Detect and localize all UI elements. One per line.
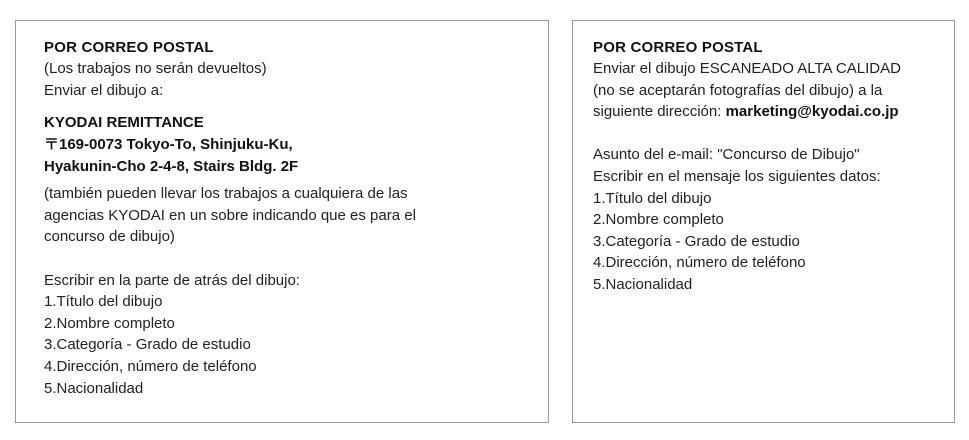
email-submission-card: [572, 20, 955, 423]
address-prefix: siguiente dirección:: [593, 103, 726, 121]
email-subject: Asunto del e-mail: "Concurso de Dibujo": [593, 146, 860, 164]
note-line: agencias KYODAI en un sobre indicando que es para el: [44, 206, 416, 224]
address-line: KYODAI REMITTANCE: [44, 114, 204, 132]
list-item: 2.Nombre completo: [593, 211, 724, 229]
list-item: 3.Categoría - Grado de estudio: [44, 336, 251, 354]
intro-line: Enviar el dibujo ESCANEADO ALTA CALIDAD: [593, 60, 901, 77]
email-address-line: [593, 101, 954, 123]
list-item: 3.Categoría - Grado de estudio: [593, 232, 800, 250]
note-line: (también pueden llevar los trabajos a cualquiera de las: [44, 185, 408, 203]
required-data-list: [593, 188, 954, 296]
list-item: 1.Título del dibujo: [44, 293, 163, 311]
list-item: 1.Título del dibujo: [593, 189, 712, 207]
list-item: 4.Dirección, número de teléfono: [593, 254, 806, 272]
send-to-label: Enviar el dibujo a:: [44, 81, 164, 99]
list-item: 4.Dirección, número de teléfono: [44, 357, 257, 375]
card-title: POR CORREO POSTAL: [593, 39, 763, 56]
card-title: POR CORREO POSTAL: [44, 39, 214, 56]
message-data-label: Escribir en el mensaje los siguientes datos:: [593, 167, 881, 185]
intro-line: (no se aceptarán fotografías del dibujo) a la: [593, 81, 883, 99]
list-item: 5.Nacionalidad: [44, 379, 144, 397]
postal-address: [44, 112, 548, 178]
back-of-drawing-label: Escribir en la parte de atrás del dibujo:: [44, 271, 300, 289]
list-item: 2.Nombre completo: [44, 314, 175, 332]
note-line: concurso de dibujo): [44, 228, 175, 246]
address-line: Hyakunin-Cho 2-4-8, Stairs Bldg. 2F: [44, 158, 299, 176]
postal-mail-card: [15, 20, 549, 423]
agency-note: [44, 183, 548, 248]
card-subtitle: (Los trabajos no serán devueltos): [44, 60, 267, 77]
email-link[interactable]: marketing@kyodai.co.jp: [725, 103, 899, 121]
required-data-list: [44, 291, 548, 399]
list-item: 5.Nacionalidad: [593, 275, 693, 293]
address-line: 〒169-0073 Tokyo-To, Shinjuku-Ku,: [44, 136, 293, 154]
